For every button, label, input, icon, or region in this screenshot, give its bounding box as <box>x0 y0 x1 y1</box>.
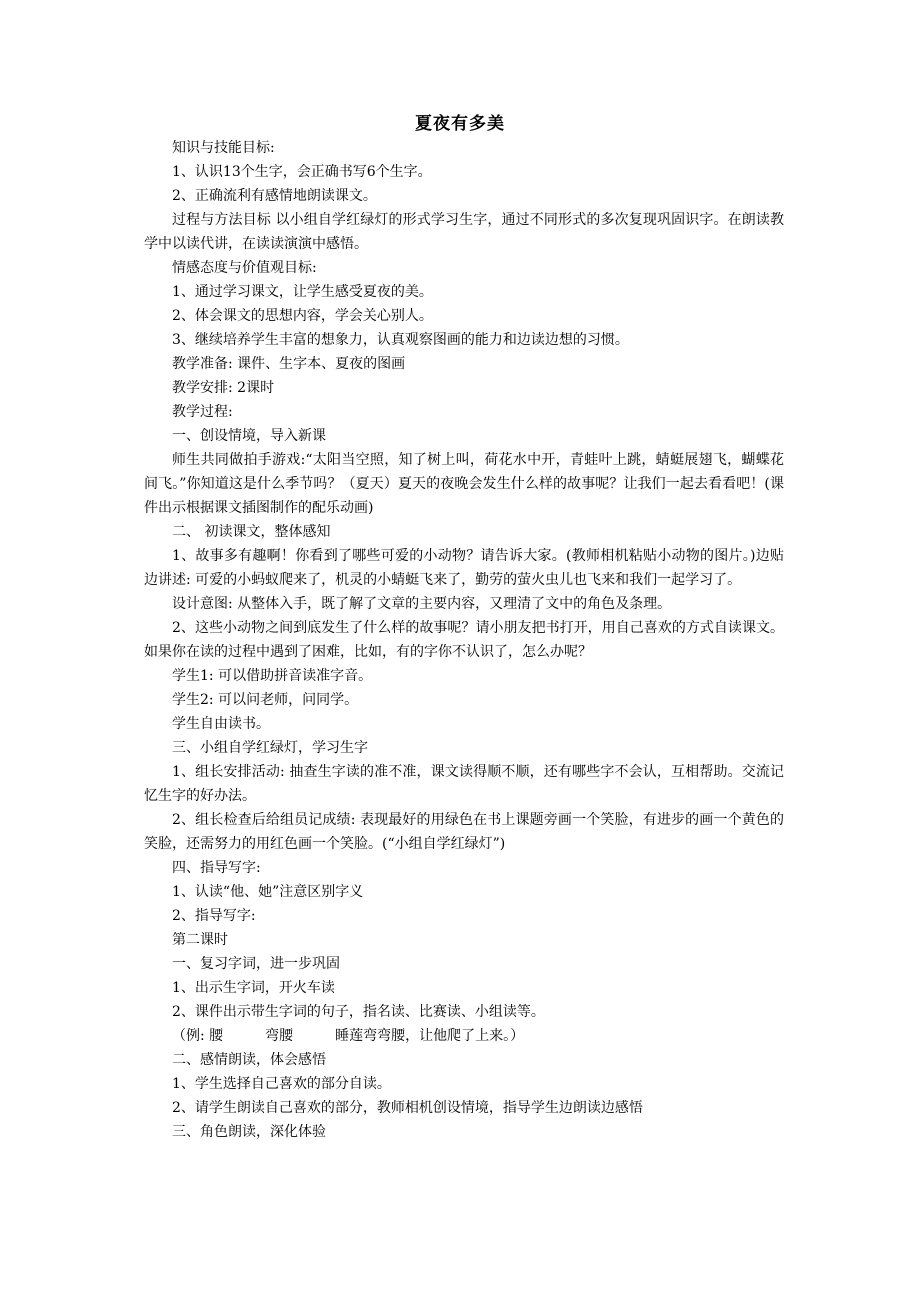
document-paragraph: 知识与技能目标: <box>172 140 275 156</box>
document-paragraph: 第二课时 <box>172 932 228 948</box>
document-paragraph: 教学安排: 2课时 <box>172 380 275 396</box>
document-paragraph: 学生1: 可以借助拼音读准字音。 <box>172 668 373 684</box>
document-paragraph: 二、感情朗读，体会感悟 <box>172 1052 326 1068</box>
document-body <box>144 136 784 1144</box>
document-paragraph: 四、指导写字: <box>172 860 261 876</box>
document-paragraph: 3、继续培养学生丰富的想象力，认真观察图画的能力和边读边想的习惯。 <box>172 332 629 348</box>
document-paragraph: 一、创设情境，导入新课 <box>172 428 326 444</box>
document-paragraph: 1、学生选择自己喜欢的部分自读。 <box>172 1076 391 1092</box>
document-paragraph: 2、正确流利有感情地朗读课文。 <box>172 188 377 204</box>
document-paragraph: 1、组长安排活动: 抽查生字读的准不准，课文读得顺不顺，还有哪些字不会认，互相帮助。交流记忆生字的好办法。 <box>144 764 784 804</box>
document-paragraph: 师生共同做拍手游戏:“太阳当空照，知了树上叫，荷花水中开，青蛙叶上跳，蜻蜓展翅飞，蝴蝶花间飞。”你知道这是什么季节吗？（夏天）夏天的夜晚会发生什么样的故事呢？让我们一起去看看吧！(课件出示根据课文插图制作的配乐动画) <box>144 452 784 516</box>
document-paragraph: 情感态度与价值观目标: <box>172 260 317 276</box>
document-paragraph: 1、认读“他、她”注意区别字义 <box>172 884 364 900</box>
document-paragraph: 2、体会课文的思想内容，学会关心别人。 <box>172 308 433 324</box>
document-paragraph: 三、角色朗读，深化体验 <box>172 1124 326 1140</box>
document-paragraph: （例: 腰 弯腰 睡莲弯弯腰，让他爬了上来。） <box>172 1028 525 1044</box>
document-paragraph: 1、通过学习课文，让学生感受夏夜的美。 <box>172 284 433 300</box>
document-paragraph: 三、小组自学红绿灯，学习生字 <box>172 740 368 756</box>
document-paragraph: 2、组长检查后给组员记成绩: 表现最好的用绿色在书上课题旁画一个笑脸，有进步的画一个黄色的笑脸，还需努力的用红色画一个笑脸。(“小组自学红绿灯”) <box>144 812 784 852</box>
document-paragraph: 1、认识13个生字，会正确书写6个生字。 <box>172 164 432 180</box>
document-paragraph: 学生自由读书。 <box>172 716 270 732</box>
document-paragraph: 设计意图: 从整体入手，既了解了文章的主要内容，又理清了文中的角色及条理。 <box>172 596 672 612</box>
document-paragraph: 1、出示生字词，开火车读 <box>172 980 335 996</box>
document-paragraph: 学生2: 可以问老师，问同学。 <box>172 692 359 708</box>
document-title: 夏夜有多美 <box>415 114 505 134</box>
document-paragraph: 2、课件出示带生字词的句子，指名读、比赛读、小组读等。 <box>172 1004 545 1020</box>
document-paragraph: 教学过程: <box>172 404 233 420</box>
document-paragraph: 教学准备: 课件、生字本、夏夜的图画 <box>172 356 406 372</box>
document-paragraph: 2、请学生朗读自己喜欢的部分，教师相机创设情境，指导学生边朗读边感悟 <box>172 1100 643 1116</box>
document-paragraph: 2、指导写字: <box>172 908 256 924</box>
document-paragraph: 2、这些小动物之间到底发生了什么样的故事呢？请小朋友把书打开，用自己喜欢的方式自读课文。如果你在读的过程中遇到了困难，比如，有的字你不认识了，怎么办呢？ <box>144 620 784 660</box>
document-paragraph: 二、 初读课文，整体感知 <box>172 524 331 540</box>
document-paragraph: 1、故事多有趣啊！你看到了哪些可爱的小动物？请告诉大家。(教师相机粘贴小动物的图片。)边贴边讲述: 可爱的小蚂蚁爬来了，机灵的小蜻蜓飞来了，勤劳的萤火虫儿也飞来和我们一起学习了。 <box>144 548 784 588</box>
document-paragraph: 过程与方法目标 以小组自学红绿灯的形式学习生字，通过不同形式的多次复现巩固识字。在朗读教学中以读代讲，在读读演演中感悟。 <box>144 212 784 252</box>
document-paragraph: 一、复习字词，进一步巩固 <box>172 956 340 972</box>
